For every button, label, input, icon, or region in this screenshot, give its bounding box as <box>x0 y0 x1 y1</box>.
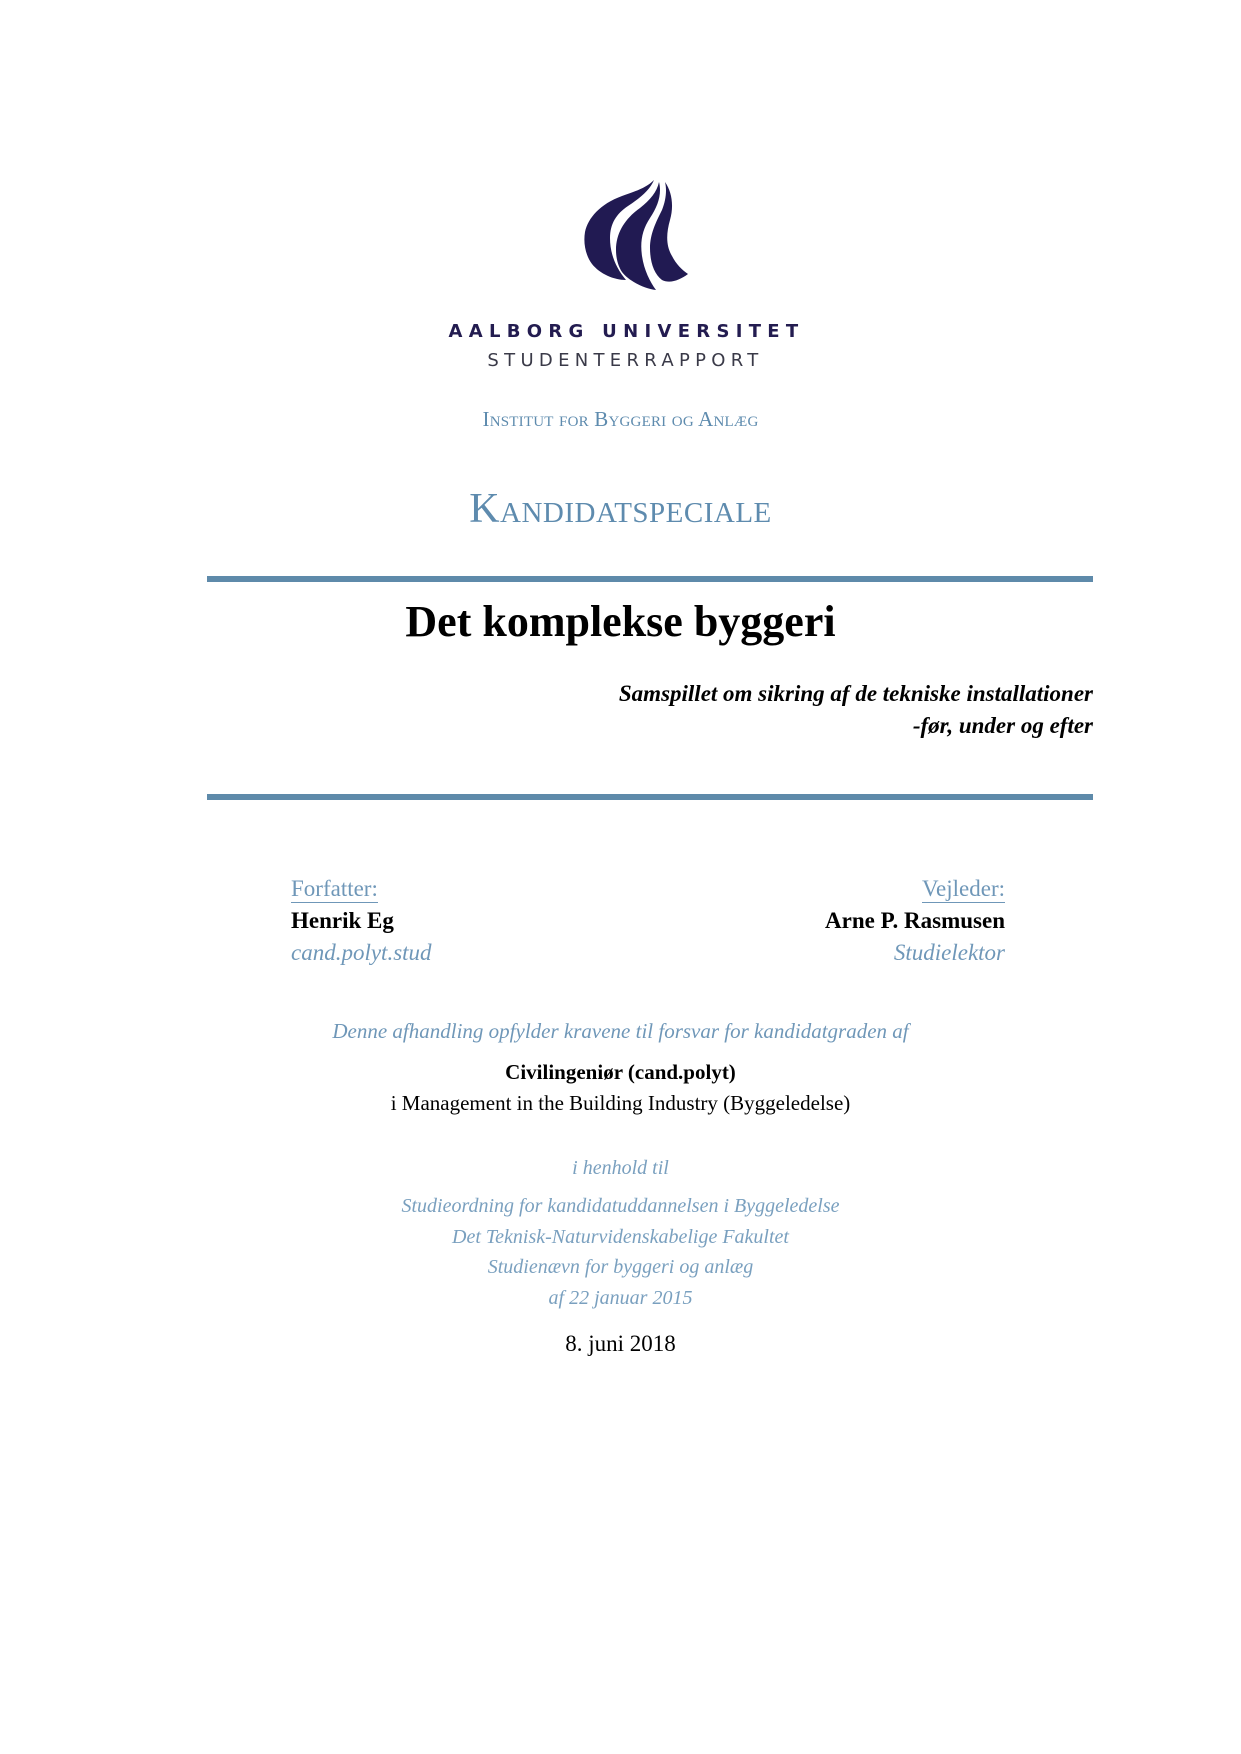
supervisor-title: Studielektor <box>893 940 1005 965</box>
supervisor-name: Arne P. Rasmusen <box>825 908 1005 933</box>
supervisor-label: Vejleder: <box>921 876 1005 901</box>
bottom-divider <box>207 794 1093 800</box>
aau-waves-logo-icon <box>580 176 692 292</box>
degree-intro: Denne afhandling opfylder kravene til forsvar for kandidatgraden af <box>332 1019 909 1043</box>
document-title: Det komplekse byggeri <box>405 597 836 646</box>
report-type: STUDENTERRAPPORT <box>487 350 764 371</box>
top-divider <box>207 576 1093 582</box>
document-type: Kandidatspeciale <box>469 486 772 532</box>
degree-name: Civilingeniør (cand.polyt) <box>505 1060 736 1084</box>
author-name: Henrik Eg <box>291 908 394 933</box>
author-title: cand.polyt.stud <box>291 940 432 965</box>
subtitle-line-2: -før, under og efter <box>912 713 1093 738</box>
institute-name: Institut for Byggeri og Anlæg <box>482 407 759 431</box>
regulation-line: Det Teknisk-Naturvidenskabelige Fakultet <box>452 1226 789 1248</box>
regulations-intro: i henhold til <box>572 1157 669 1179</box>
author-block <box>291 876 432 969</box>
regulation-line: Studienævn for byggeri og anlæg <box>487 1256 754 1278</box>
university-name: AALBORG UNIVERSITET <box>448 321 805 342</box>
degree-program: i Management in the Building Industry (Byggeledelse) <box>390 1091 851 1115</box>
regulation-line: af 22 januar 2015 <box>548 1287 693 1309</box>
submission-date: 8. juni 2018 <box>565 1331 676 1356</box>
regulation-line: Studieordning for kandidatuddannelsen i Byggeledelse <box>401 1195 840 1217</box>
subtitle-line-1: Samspillet om sikring af de tekniske installationer <box>618 681 1093 706</box>
author-label: Forfatter: <box>291 876 378 901</box>
supervisor-block <box>825 876 1005 969</box>
